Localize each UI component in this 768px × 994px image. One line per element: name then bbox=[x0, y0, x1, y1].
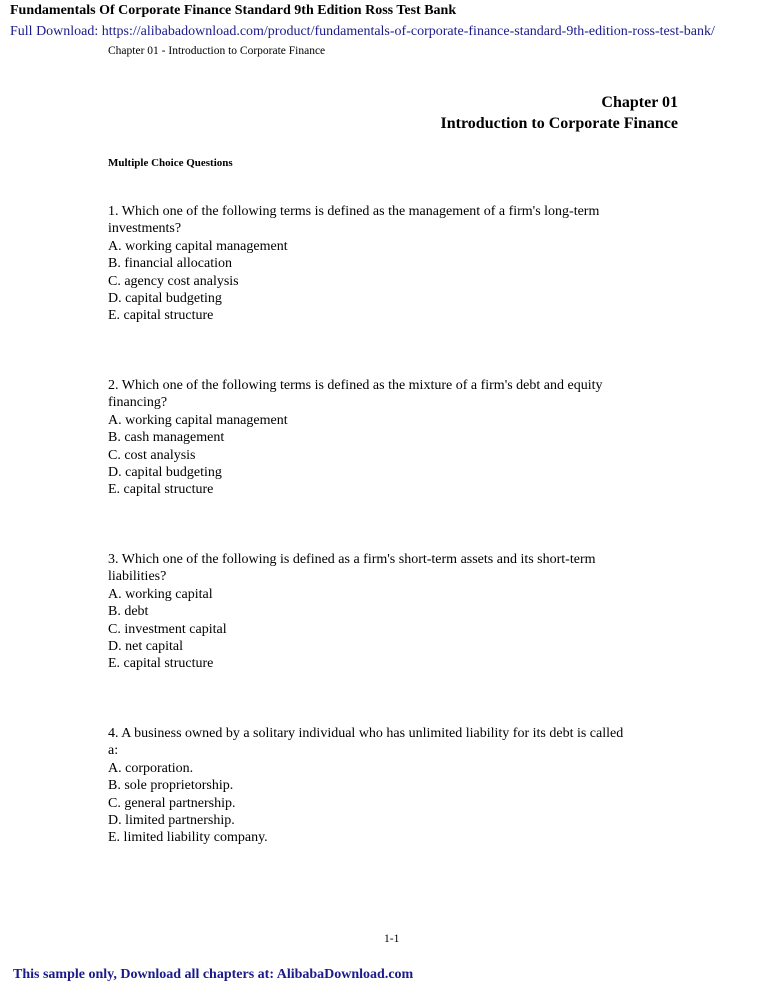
footer-download-link[interactable]: This sample only, Download all chapters at: AlibabaDownload.com bbox=[13, 967, 414, 982]
question-stem-line: financing? bbox=[108, 395, 168, 411]
question-stem-line: 3. Which one of the following is defined as a firm's short-term assets and its short-term bbox=[108, 552, 596, 567]
answer-option: D. capital budgeting bbox=[108, 465, 222, 481]
answer-option: B. sole proprietorship. bbox=[108, 778, 234, 794]
chapter-title: Introduction to Corporate Finance bbox=[440, 115, 678, 132]
answer-option: E. limited liability company. bbox=[108, 830, 268, 846]
answer-option: C. investment capital bbox=[108, 621, 227, 637]
answer-option: C. agency cost analysis bbox=[108, 273, 239, 289]
question-stem-line: a: bbox=[108, 743, 119, 759]
download-line bbox=[10, 24, 715, 40]
answer-option: D. capital budgeting bbox=[108, 291, 222, 307]
answer-option: B. cash management bbox=[108, 430, 225, 446]
answer-option: C. cost analysis bbox=[108, 447, 196, 463]
answer-option: B. financial allocation bbox=[108, 256, 233, 272]
question-stem-line: 4. A business owned by a solitary individual who has unlimited liability for its debt is called bbox=[108, 726, 624, 741]
footer-download-note[interactable] bbox=[13, 967, 413, 983]
question-3 bbox=[108, 551, 668, 673]
chapter-heading bbox=[441, 92, 678, 134]
question-1 bbox=[108, 203, 668, 325]
answer-option: E. capital structure bbox=[108, 308, 214, 324]
banner-title: Fundamentals Of Corporate Finance Standard 9th Edition Ross Test Bank bbox=[10, 3, 457, 18]
answer-option: E. capital structure bbox=[108, 482, 214, 498]
answer-option: D. limited partnership. bbox=[108, 813, 235, 829]
answer-option: D. net capital bbox=[108, 639, 184, 655]
section-label: Multiple Choice Questions bbox=[108, 157, 233, 169]
question-stem-line: investments? bbox=[108, 221, 182, 237]
chapter-number: Chapter 01 bbox=[601, 94, 678, 111]
running-head: Chapter 01 - Introduction to Corporate Finance bbox=[108, 45, 326, 57]
answer-option: C. general partnership. bbox=[108, 795, 236, 811]
question-stem-line: liabilities? bbox=[108, 569, 167, 585]
question-stem-line: 1. Which one of the following terms is defined as the management of a firm's long-term bbox=[108, 204, 600, 219]
question-4 bbox=[108, 725, 668, 847]
download-url-link[interactable]: https://alibabadownload.com/product/fundamentals-of-corporate-finance-standard-9th-edition-ross-test-bank/ bbox=[101, 24, 715, 39]
question-stem-line: 2. Which one of the following terms is defined as the mixture of a firm's debt and equity bbox=[108, 378, 603, 393]
question-2 bbox=[108, 377, 668, 499]
page-number: 1-1 bbox=[384, 933, 400, 945]
answer-option: A. corporation. bbox=[108, 760, 194, 776]
answer-option: A. working capital management bbox=[108, 238, 288, 254]
download-label: Full Download: bbox=[10, 24, 99, 39]
answer-option: A. working capital management bbox=[108, 412, 288, 428]
answer-option: A. working capital bbox=[108, 586, 213, 602]
answer-option: E. capital structure bbox=[108, 656, 214, 672]
answer-option: B. debt bbox=[108, 604, 149, 620]
